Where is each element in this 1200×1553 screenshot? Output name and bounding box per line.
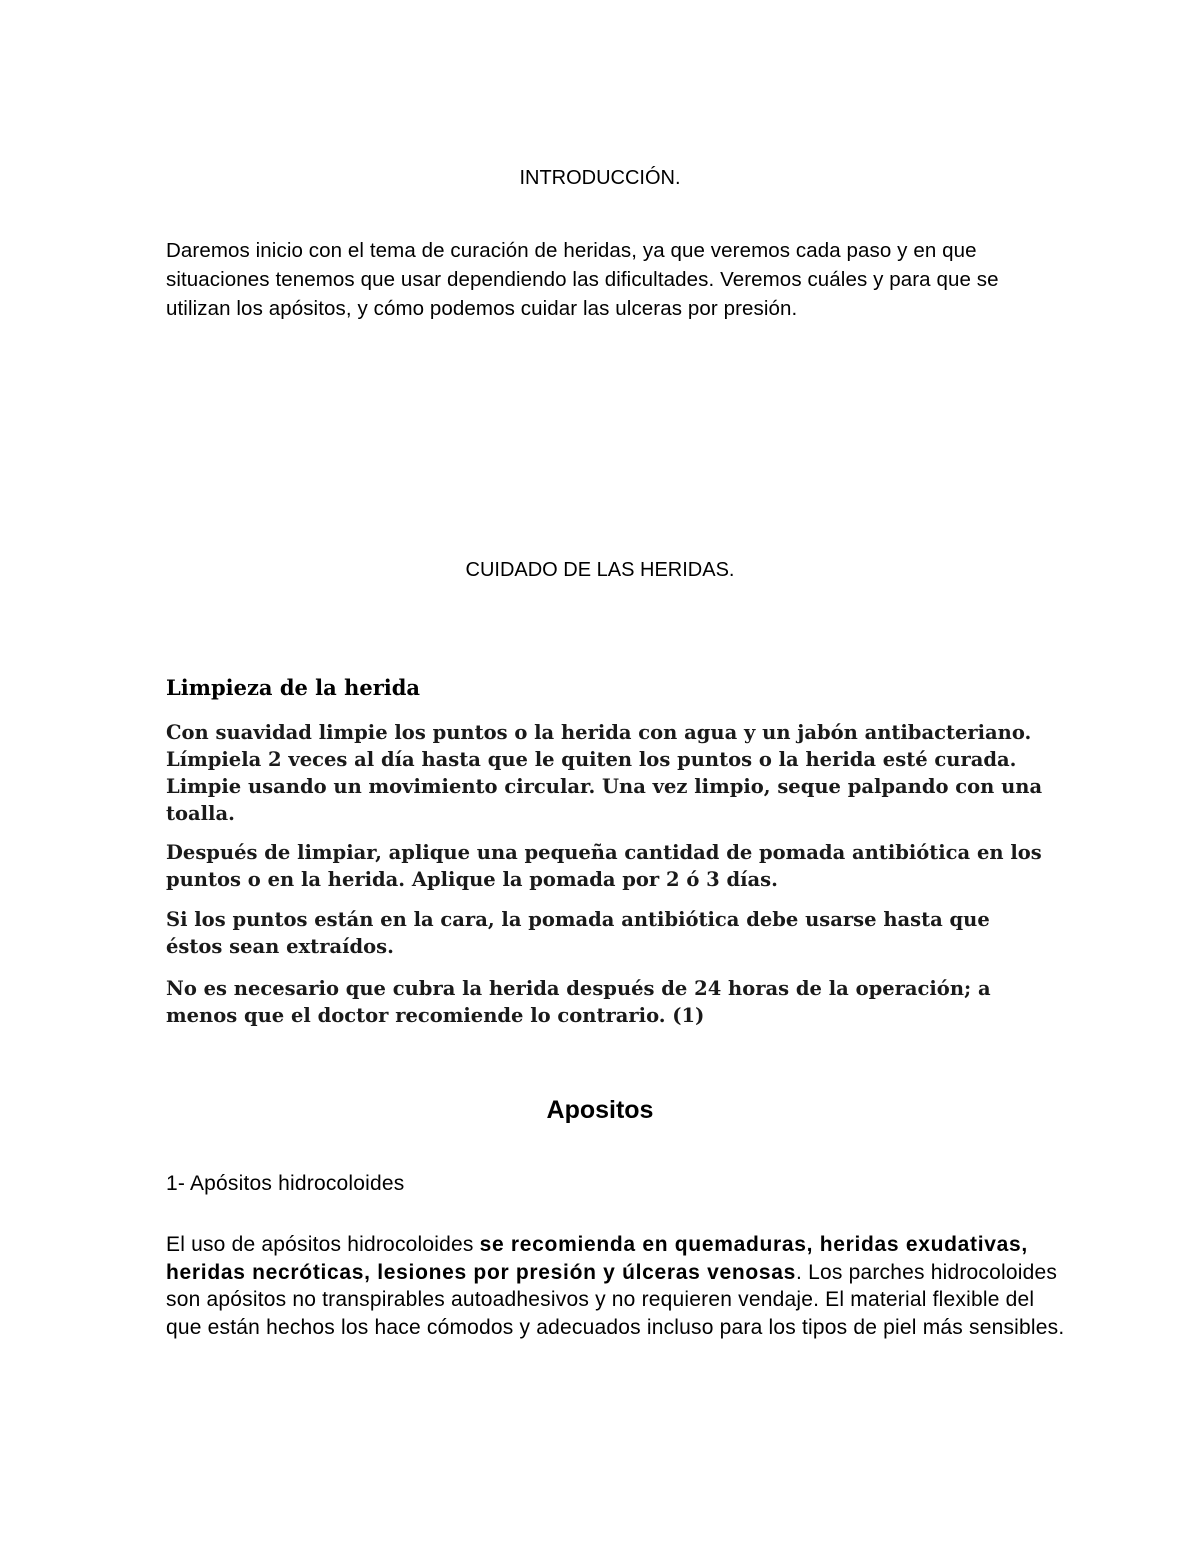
apositos-paragraph [166,1231,1066,1341]
apositos-item-1: 1- Apósitos hidrocoloides [166,1172,405,1195]
intro-title: INTRODUCCIÓN. [519,167,681,189]
apositos-text-rest: . Los parches hidrocoloides son apósitos no transpirables autoadhesivos y no requieren vendaje. El material flexible del que están hechos los hace cómodos y adecuados incluso para los tipos de piel más sensibles. [166,1260,1065,1339]
limpieza-paragraph-2: Después de limpiar, aplique una pequeña cantidad de pomada antibiótica en los puntos o en la herida. Aplique la pomada por 2 ó 3 días. [166,841,1042,891]
apositos-text-lead: El uso de apósitos hidrocoloides [166,1233,480,1256]
limpieza-paragraph-1: Con suavidad limpie los puntos o la herida con agua y un jabón antibacteriano. Límpiela 2 veces al día hasta que le quiten los puntos o la herida esté curada. Limpie usando un movimiento circular. Una vez limpio, seque palpando con una toalla. [166,721,1043,825]
limpieza-paragraph-4: No es necesario que cubra la herida después de 24 horas de la operación; a menos que el doctor recomiende lo contrario. (1) [166,977,991,1027]
cuidado-title: CUIDADO DE LAS HERIDAS. [465,559,735,581]
apositos-text-bold: se recomienda en quemaduras, heridas exudativas, heridas necróticas, lesiones por presión y úlceras venosas [166,1233,1028,1284]
intro-paragraph: Daremos inicio con el tema de curación de heridas, ya que veremos cada paso y en que situaciones tenemos que usar dependiendo las dificultades. Veremos cuáles y para que se utilizan los apósitos, y cómo podemos cuidar las ulceras por presión. [166,239,999,320]
limpieza-subtitle: Limpieza de la herida [166,675,421,700]
limpieza-paragraph-3: Si los puntos están en la cara, la pomada antibiótica debe usarse hasta que éstos sean extraídos. [166,908,990,958]
apositos-title: Apositos [546,1096,654,1124]
